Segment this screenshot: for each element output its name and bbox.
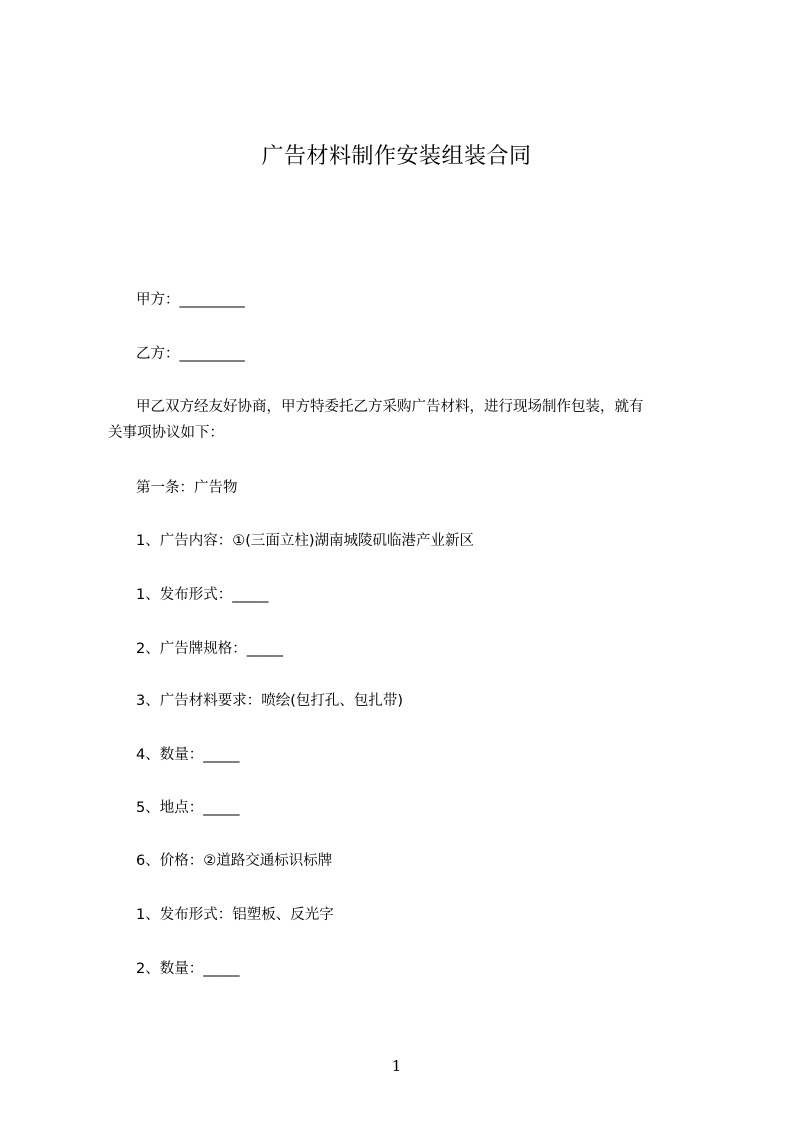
party-b-line: 乙方：_________ [136,346,245,362]
list-item: 2、广告牌规格：_____ [136,641,283,657]
list-item: 5、地点：_____ [136,800,240,816]
list-item: 1、广告内容：①(三面立柱)湖南城陵矶临港产业新区 [136,533,475,549]
list-item: 4、数量：_____ [136,747,240,763]
page-number: 1 [391,1057,402,1075]
list-item: 1、发布形式：_____ [136,587,269,603]
intro-paragraph [108,394,696,446]
intro-line-1: 甲乙双方经友好协商，甲方特委托乙方采购广告材料，进行现场制作包装，就有 [136,399,644,415]
page-title: 广告材料制作安装组装合同 [261,144,532,169]
list-item: 2、数量：_____ [136,961,240,977]
list-item: 1、发布形式：铝塑板、反光字 [136,907,334,923]
list-item: 3、广告材料要求：喷绘(包打孔、包扎带) [136,693,404,709]
article-1-heading: 第一条：广告物 [136,480,238,496]
intro-line-2: 关事项协议如下： [108,425,224,441]
list-item: 6、价格：②道路交通标识标牌 [136,853,333,869]
party-a-line: 甲方：_________ [136,292,245,308]
